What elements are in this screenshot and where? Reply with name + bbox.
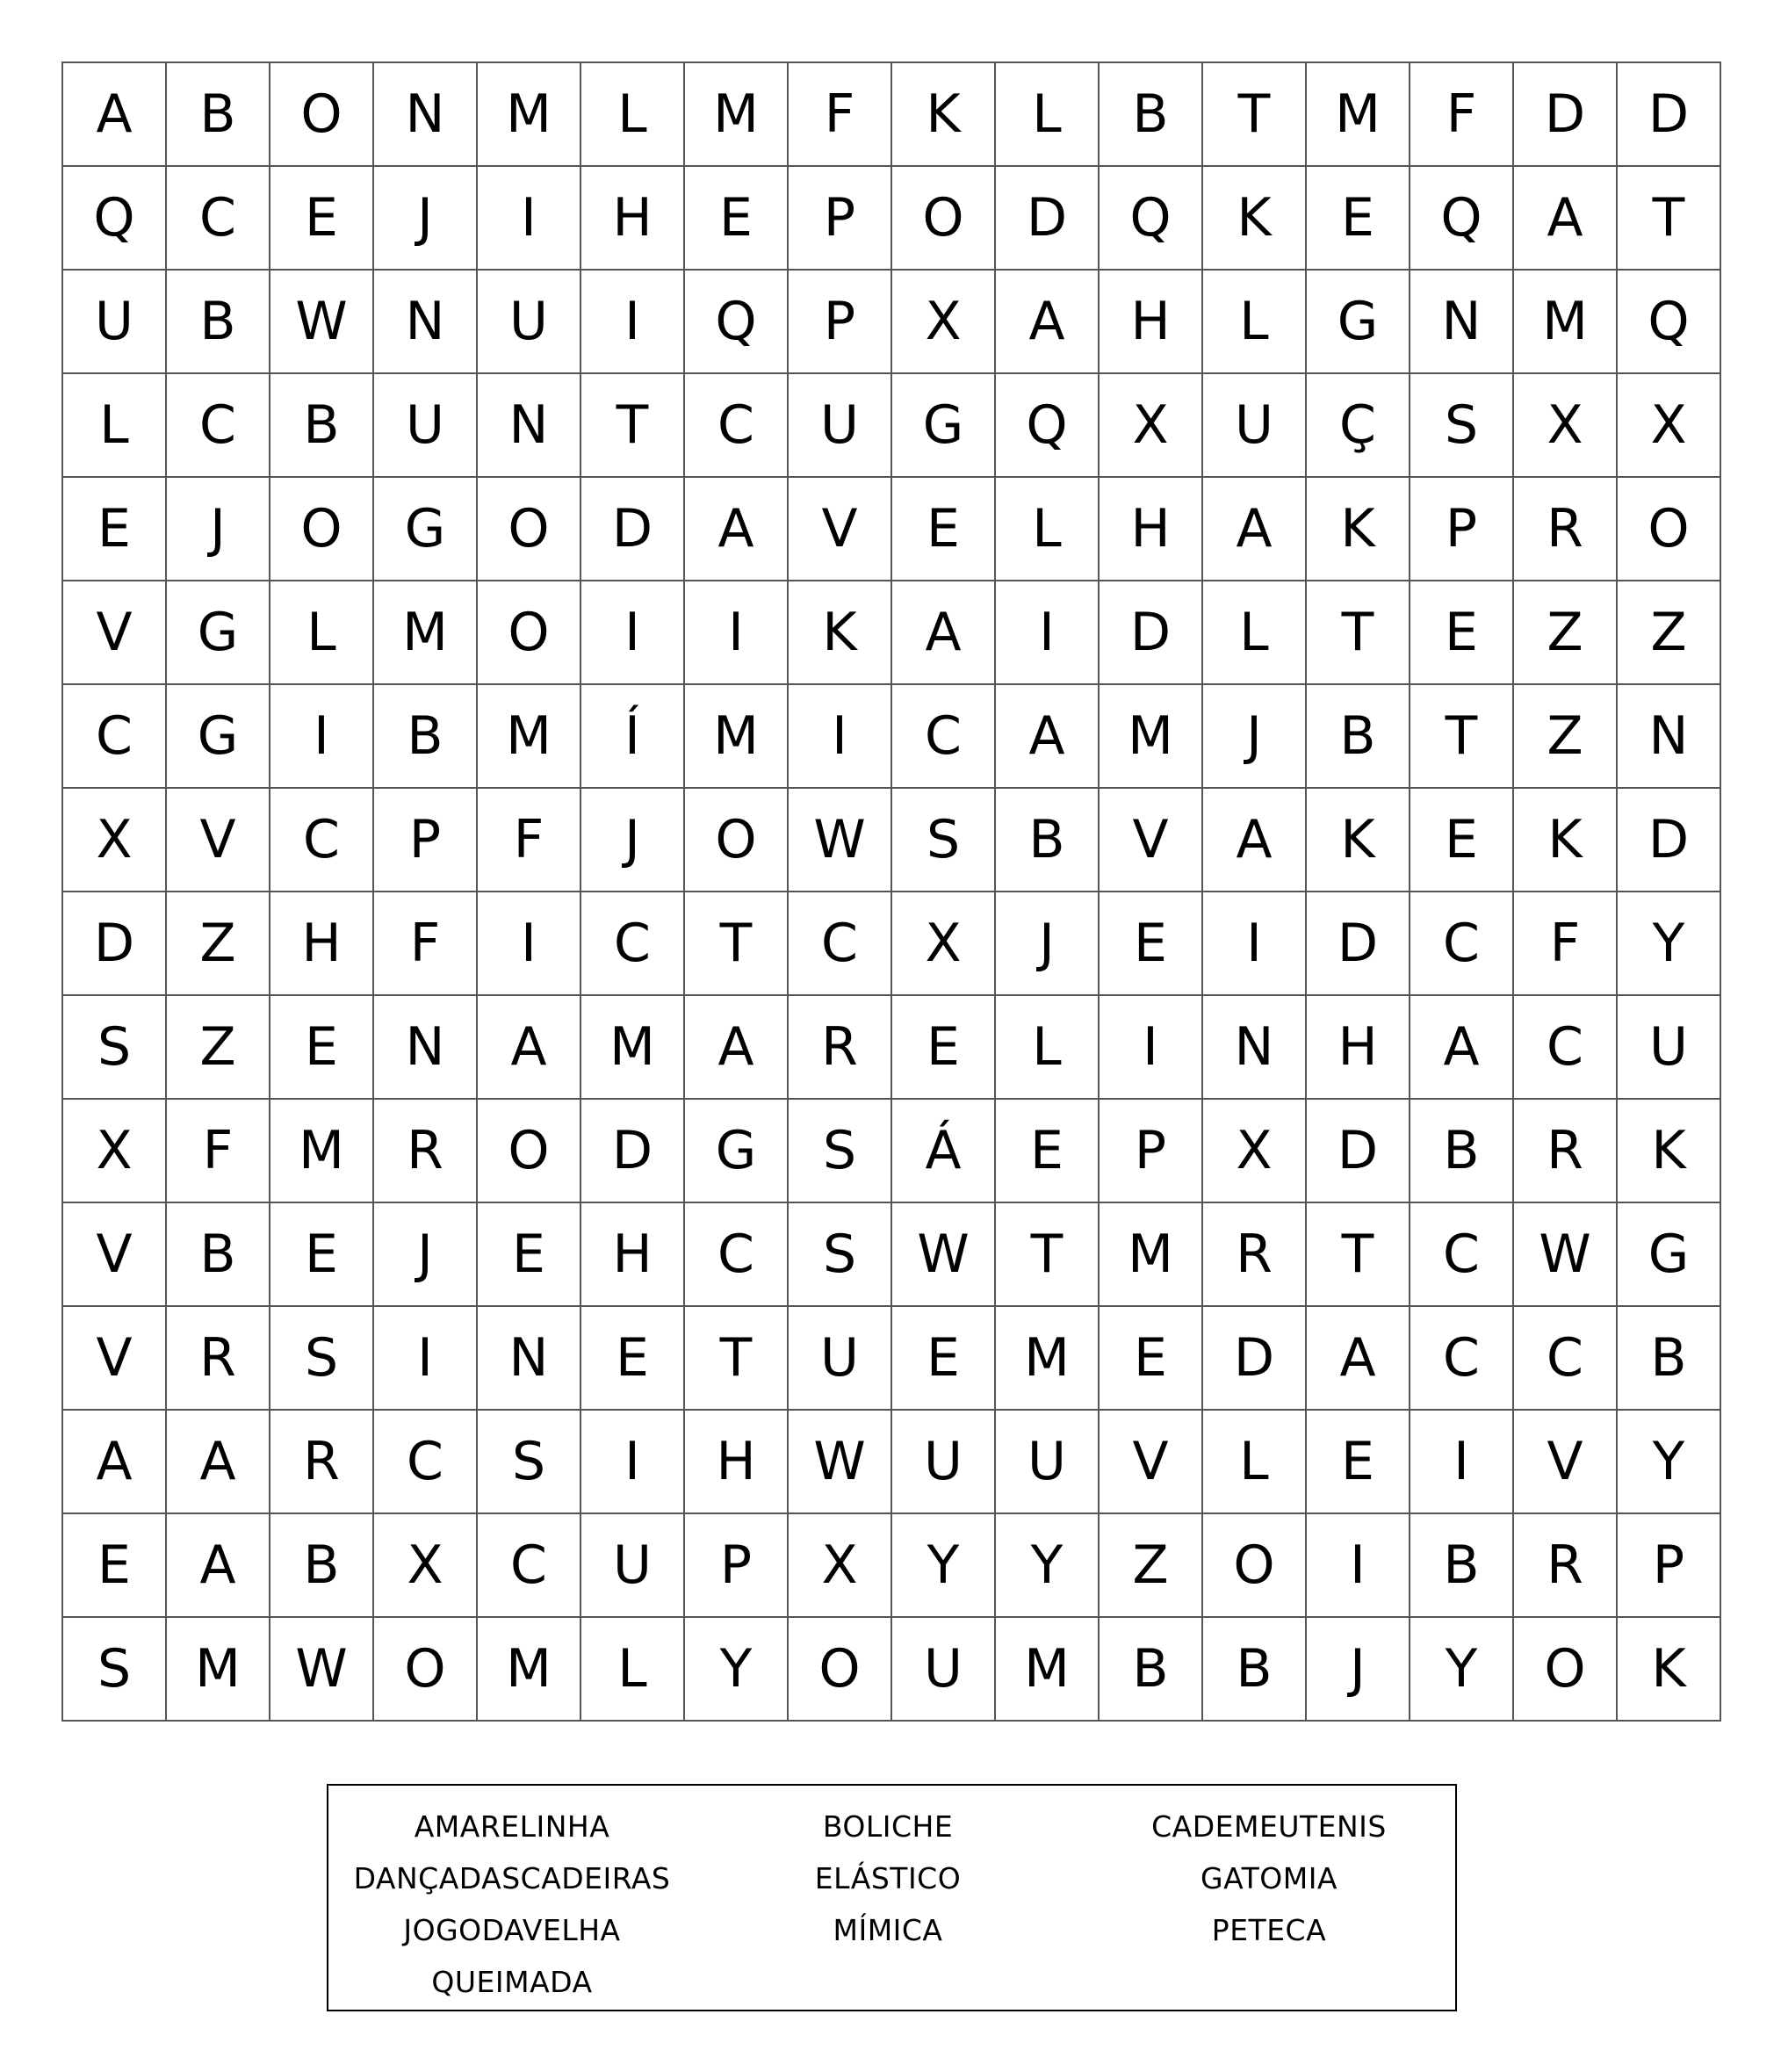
grid-cell[interactable]: T (1307, 581, 1410, 685)
grid-cell[interactable]: L (581, 63, 685, 167)
grid-cell[interactable]: S (63, 996, 167, 1100)
grid-cell[interactable]: Y (1618, 892, 1721, 996)
grid-cell[interactable]: O (270, 63, 374, 167)
grid-cell[interactable]: T (1410, 685, 1514, 789)
grid-cell[interactable]: U (996, 1411, 1100, 1514)
grid-cell[interactable]: I (374, 1307, 478, 1411)
grid-cell[interactable]: E (1307, 167, 1410, 271)
grid-cell[interactable]: L (1203, 271, 1307, 374)
grid-cell[interactable]: I (1203, 892, 1307, 996)
grid-cell[interactable]: M (685, 63, 789, 167)
grid-cell[interactable]: Z (167, 996, 270, 1100)
grid-cell[interactable]: Á (892, 1100, 996, 1203)
grid-cell[interactable]: Q (1410, 167, 1514, 271)
grid-cell[interactable]: D (1307, 1100, 1410, 1203)
grid-cell[interactable]: C (1410, 1203, 1514, 1307)
grid-cell[interactable]: O (892, 167, 996, 271)
grid-cell[interactable]: A (478, 996, 581, 1100)
grid-cell[interactable]: Z (1100, 1514, 1203, 1618)
grid-cell[interactable]: L (996, 478, 1100, 581)
grid-cell[interactable]: B (374, 685, 478, 789)
grid-cell[interactable]: O (478, 478, 581, 581)
grid-cell[interactable]: E (996, 1100, 1100, 1203)
grid-cell[interactable]: U (789, 374, 892, 478)
grid-cell[interactable]: T (996, 1203, 1100, 1307)
grid-cell[interactable]: V (789, 478, 892, 581)
grid-cell[interactable]: S (789, 1203, 892, 1307)
grid-cell[interactable]: P (685, 1514, 789, 1618)
grid-cell[interactable]: X (789, 1514, 892, 1618)
grid-cell[interactable]: I (581, 581, 685, 685)
grid-cell[interactable]: E (1100, 892, 1203, 996)
grid-cell[interactable]: H (581, 167, 685, 271)
grid-cell[interactable]: E (270, 996, 374, 1100)
grid-cell[interactable]: A (685, 996, 789, 1100)
grid-cell[interactable]: C (685, 374, 789, 478)
word-list-item: CADEMEUTENIS (1151, 1809, 1387, 1844)
grid-cell[interactable]: W (789, 1411, 892, 1514)
grid-cell[interactable]: C (478, 1514, 581, 1618)
grid-cell[interactable]: I (685, 581, 789, 685)
grid-cell[interactable]: E (892, 996, 996, 1100)
grid-cell[interactable]: U (478, 271, 581, 374)
grid-cell[interactable]: E (581, 1307, 685, 1411)
grid-cell[interactable]: H (1100, 271, 1203, 374)
grid-cell[interactable]: Ç (1307, 374, 1410, 478)
grid-cell[interactable]: E (892, 1307, 996, 1411)
grid-cell[interactable]: J (581, 789, 685, 892)
grid-cell[interactable]: Z (167, 892, 270, 996)
grid-cell[interactable]: E (270, 167, 374, 271)
grid-cell[interactable]: I (581, 271, 685, 374)
grid-cell[interactable]: A (996, 271, 1100, 374)
grid-cell[interactable]: I (1100, 996, 1203, 1100)
grid-cell[interactable]: X (1203, 1100, 1307, 1203)
grid-cell[interactable]: V (1514, 1411, 1618, 1514)
grid-cell[interactable]: C (1410, 1307, 1514, 1411)
grid-cell[interactable]: C (1410, 892, 1514, 996)
grid-cell[interactable]: S (63, 1618, 167, 1722)
grid-cell[interactable]: A (1203, 478, 1307, 581)
grid-cell[interactable]: L (581, 1618, 685, 1722)
grid-cell[interactable]: O (270, 478, 374, 581)
grid-cell[interactable]: G (685, 1100, 789, 1203)
grid-cell[interactable]: M (270, 1100, 374, 1203)
grid-cell[interactable]: O (1203, 1514, 1307, 1618)
grid-cell[interactable]: V (63, 581, 167, 685)
grid-cell[interactable]: Q (63, 167, 167, 271)
grid-cell[interactable]: X (1618, 374, 1721, 478)
grid-cell[interactable]: J (374, 167, 478, 271)
grid-cell[interactable]: G (892, 374, 996, 478)
grid-cell[interactable]: D (996, 167, 1100, 271)
grid-cell[interactable]: A (63, 1411, 167, 1514)
word-list-column (1080, 1801, 1458, 1956)
grid-cell[interactable]: P (1618, 1514, 1721, 1618)
grid-cell[interactable]: A (1514, 167, 1618, 271)
grid-cell[interactable]: I (1410, 1411, 1514, 1514)
grid-cell[interactable]: J (996, 892, 1100, 996)
grid-cell[interactable]: S (892, 789, 996, 892)
grid-cell[interactable]: X (1514, 374, 1618, 478)
grid-cell[interactable]: J (374, 1203, 478, 1307)
grid-cell[interactable]: Í (581, 685, 685, 789)
grid-cell[interactable]: Y (996, 1514, 1100, 1618)
grid-cell[interactable]: Q (1100, 167, 1203, 271)
grid-cell[interactable]: S (478, 1411, 581, 1514)
grid-cell[interactable]: D (1618, 789, 1721, 892)
grid-cell[interactable]: Y (685, 1618, 789, 1722)
grid-cell[interactable]: F (167, 1100, 270, 1203)
grid-cell[interactable]: K (1618, 1618, 1721, 1722)
grid-cell[interactable]: F (374, 892, 478, 996)
grid-cell[interactable]: Y (1618, 1411, 1721, 1514)
grid-cell[interactable]: E (892, 478, 996, 581)
grid-cell[interactable]: W (270, 271, 374, 374)
grid-cell[interactable]: Y (1410, 1618, 1514, 1722)
grid-cell[interactable]: M (478, 1618, 581, 1722)
grid-cell[interactable]: Z (1514, 581, 1618, 685)
grid-cell[interactable]: Q (685, 271, 789, 374)
grid-cell[interactable]: E (478, 1203, 581, 1307)
grid-cell[interactable]: K (892, 63, 996, 167)
grid-cell[interactable]: O (789, 1618, 892, 1722)
grid-cell[interactable]: U (892, 1411, 996, 1514)
grid-cell[interactable]: I (478, 167, 581, 271)
grid-cell[interactable]: D (1618, 63, 1721, 167)
grid-cell[interactable]: O (1514, 1618, 1618, 1722)
grid-cell[interactable]: D (1203, 1307, 1307, 1411)
grid-cell[interactable]: D (1100, 581, 1203, 685)
grid-cell[interactable]: C (685, 1203, 789, 1307)
grid-cell[interactable]: K (1514, 789, 1618, 892)
grid-cell[interactable]: M (996, 1307, 1100, 1411)
grid-cell[interactable]: V (1100, 789, 1203, 892)
grid-cell[interactable]: V (63, 1203, 167, 1307)
grid-cell[interactable]: C (63, 685, 167, 789)
grid-cell[interactable]: W (1514, 1203, 1618, 1307)
grid-cell[interactable]: G (374, 478, 478, 581)
grid-cell[interactable]: E (63, 478, 167, 581)
grid-cell[interactable]: P (374, 789, 478, 892)
grid-cell[interactable]: M (167, 1618, 270, 1722)
grid-cell[interactable]: C (167, 374, 270, 478)
grid-cell[interactable]: A (63, 63, 167, 167)
grid-cell[interactable]: J (1203, 685, 1307, 789)
grid-cell[interactable]: A (167, 1514, 270, 1618)
grid-cell[interactable]: H (1307, 996, 1410, 1100)
grid-cell[interactable]: W (270, 1618, 374, 1722)
grid-cell[interactable]: P (789, 167, 892, 271)
grid-cell[interactable]: B (1203, 1618, 1307, 1722)
grid-cell[interactable]: E (1410, 581, 1514, 685)
grid-cell[interactable]: F (789, 63, 892, 167)
grid-cell[interactable]: R (167, 1307, 270, 1411)
grid-cell[interactable]: B (270, 1514, 374, 1618)
grid-cell[interactable]: R (270, 1411, 374, 1514)
grid-cell[interactable]: Y (892, 1514, 996, 1618)
grid-cell[interactable]: G (1307, 271, 1410, 374)
word-list-item: QUEIMADA (431, 1965, 593, 1999)
grid-cell[interactable]: F (1410, 63, 1514, 167)
grid-cell[interactable]: M (1307, 63, 1410, 167)
grid-cell[interactable]: M (1100, 1203, 1203, 1307)
grid-cell[interactable]: R (1514, 1514, 1618, 1618)
grid-cell[interactable]: M (1514, 271, 1618, 374)
grid-cell[interactable]: C (167, 167, 270, 271)
grid-cell[interactable]: S (270, 1307, 374, 1411)
grid-cell[interactable]: J (167, 478, 270, 581)
grid-cell[interactable]: I (270, 685, 374, 789)
grid-cell[interactable]: O (478, 581, 581, 685)
grid-cell[interactable]: C (270, 789, 374, 892)
grid-cell[interactable]: N (478, 1307, 581, 1411)
word-list-item: GATOMIA (1201, 1861, 1338, 1895)
grid-cell[interactable]: U (1618, 996, 1721, 1100)
grid-cell[interactable]: D (1514, 63, 1618, 167)
word-list-item: JOGODAVELHA (403, 1913, 621, 1947)
grid-cell[interactable]: K (789, 581, 892, 685)
grid-cell[interactable]: W (789, 789, 892, 892)
grid-cell[interactable]: M (581, 996, 685, 1100)
grid-cell[interactable]: V (167, 789, 270, 892)
grid-cell[interactable]: E (63, 1514, 167, 1618)
grid-cell[interactable]: G (1618, 1203, 1721, 1307)
grid-cell[interactable]: F (1514, 892, 1618, 996)
grid-cell[interactable]: P (789, 271, 892, 374)
grid-cell[interactable]: A (167, 1411, 270, 1514)
grid-cell[interactable]: N (1203, 996, 1307, 1100)
grid-cell[interactable]: R (1514, 1100, 1618, 1203)
grid-cell[interactable]: X (63, 1100, 167, 1203)
grid-cell[interactable]: C (892, 685, 996, 789)
grid-cell[interactable]: W (892, 1203, 996, 1307)
grid-cell[interactable]: B (167, 63, 270, 167)
grid-cell[interactable]: I (581, 1411, 685, 1514)
grid-cell[interactable]: K (1307, 478, 1410, 581)
grid-cell[interactable]: L (63, 374, 167, 478)
grid-cell[interactable]: Z (1514, 685, 1618, 789)
grid-cell[interactable]: D (581, 1100, 685, 1203)
word-list-item: DANÇADASCADEIRAS (353, 1861, 671, 1895)
grid-cell[interactable]: Z (1618, 581, 1721, 685)
grid-cell[interactable]: T (685, 1307, 789, 1411)
grid-cell[interactable]: U (1203, 374, 1307, 478)
grid-cell[interactable]: X (374, 1514, 478, 1618)
grid-cell[interactable]: B (1307, 685, 1410, 789)
grid-cell[interactable]: J (1307, 1618, 1410, 1722)
grid-cell[interactable]: S (789, 1100, 892, 1203)
grid-cell[interactable]: O (374, 1618, 478, 1722)
grid-cell[interactable]: E (1100, 1307, 1203, 1411)
grid-cell[interactable]: C (374, 1411, 478, 1514)
grid-cell[interactable]: B (167, 1203, 270, 1307)
grid-cell[interactable]: U (63, 271, 167, 374)
grid-cell[interactable]: M (685, 685, 789, 789)
grid-cell[interactable]: E (1410, 789, 1514, 892)
grid-cell[interactable]: D (63, 892, 167, 996)
word-list (327, 1784, 1457, 2011)
grid-cell[interactable]: O (685, 789, 789, 892)
grid-cell[interactable]: H (270, 892, 374, 996)
grid-cell[interactable]: D (581, 478, 685, 581)
grid-cell[interactable]: P (1100, 1100, 1203, 1203)
word-list-column (696, 1801, 1080, 1956)
grid-cell[interactable]: A (1203, 789, 1307, 892)
grid-cell[interactable]: O (1618, 478, 1721, 581)
grid-cell[interactable]: B (1618, 1307, 1721, 1411)
grid-cell[interactable]: N (1618, 685, 1721, 789)
grid-cell[interactable]: B (1100, 63, 1203, 167)
grid-cell[interactable]: N (374, 996, 478, 1100)
grid-cell[interactable]: C (1514, 1307, 1618, 1411)
grid-cell[interactable]: L (270, 581, 374, 685)
grid-cell[interactable]: R (1203, 1203, 1307, 1307)
grid-cell[interactable]: I (1307, 1514, 1410, 1618)
grid-cell[interactable]: F (478, 789, 581, 892)
grid-cell[interactable]: P (1410, 478, 1514, 581)
grid-cell[interactable]: G (167, 685, 270, 789)
grid-cell[interactable]: L (1203, 1411, 1307, 1514)
grid-cell[interactable]: A (996, 685, 1100, 789)
word-list-item: ELÁSTICO (814, 1861, 962, 1895)
grid-cell[interactable]: I (478, 892, 581, 996)
grid-cell[interactable]: C (1514, 996, 1618, 1100)
grid-cell[interactable]: U (789, 1307, 892, 1411)
grid-cell[interactable]: M (374, 581, 478, 685)
grid-cell[interactable]: I (996, 581, 1100, 685)
grid-cell[interactable]: A (892, 581, 996, 685)
grid-cell[interactable]: A (685, 478, 789, 581)
grid-cell[interactable]: Q (996, 374, 1100, 478)
grid-cell[interactable]: M (478, 63, 581, 167)
grid-cell[interactable]: L (996, 63, 1100, 167)
grid-cell[interactable]: T (1307, 1203, 1410, 1307)
word-list-item: PETECA (1211, 1913, 1327, 1947)
grid-cell[interactable]: C (789, 892, 892, 996)
word-list-item: AMARELINHA (414, 1809, 610, 1844)
grid-cell[interactable]: D (1307, 892, 1410, 996)
word-list-column (328, 1801, 696, 2008)
grid-cell[interactable]: L (996, 996, 1100, 1100)
grid-cell[interactable]: V (63, 1307, 167, 1411)
grid-cell[interactable]: N (478, 374, 581, 478)
grid-cell[interactable]: C (581, 892, 685, 996)
grid-cell[interactable]: H (581, 1203, 685, 1307)
grid-cell[interactable]: B (167, 271, 270, 374)
grid-cell[interactable]: M (996, 1618, 1100, 1722)
grid-cell[interactable]: A (1410, 996, 1514, 1100)
grid-cell[interactable]: X (1100, 374, 1203, 478)
grid-cell[interactable]: L (1203, 581, 1307, 685)
grid-cell[interactable]: G (167, 581, 270, 685)
grid-cell[interactable]: R (374, 1100, 478, 1203)
grid-cell[interactable]: S (1410, 374, 1514, 478)
grid-cell[interactable]: T (685, 892, 789, 996)
grid-cell[interactable]: H (1100, 478, 1203, 581)
grid-cell[interactable]: U (374, 374, 478, 478)
grid-cell[interactable]: B (1410, 1100, 1514, 1203)
grid-cell[interactable]: I (789, 685, 892, 789)
grid-cell[interactable]: R (789, 996, 892, 1100)
word-list-item: MÍMICA (833, 1913, 943, 1947)
grid-cell[interactable]: X (892, 892, 996, 996)
grid-cell[interactable]: X (63, 789, 167, 892)
grid-cell[interactable]: B (1410, 1514, 1514, 1618)
grid-cell[interactable]: V (1100, 1411, 1203, 1514)
letter-grid (61, 61, 1721, 1722)
grid-cell[interactable]: M (478, 685, 581, 789)
grid-cell[interactable]: K (1618, 1100, 1721, 1203)
word-list-item: BOLICHE (822, 1809, 954, 1844)
grid-cell[interactable]: T (1203, 63, 1307, 167)
grid-cell[interactable]: O (478, 1100, 581, 1203)
grid-cell[interactable]: K (1307, 789, 1410, 892)
grid-cell[interactable]: U (581, 1514, 685, 1618)
grid-cell[interactable]: B (996, 789, 1100, 892)
grid-cell[interactable]: E (270, 1203, 374, 1307)
grid-cell[interactable]: M (1100, 685, 1203, 789)
grid-cell[interactable]: E (1307, 1411, 1410, 1514)
grid-cell[interactable]: N (1410, 271, 1514, 374)
grid-cell[interactable]: B (1100, 1618, 1203, 1722)
grid-cell[interactable]: B (270, 374, 374, 478)
grid-cell[interactable]: T (1618, 167, 1721, 271)
grid-cell[interactable]: K (1203, 167, 1307, 271)
grid-cell[interactable]: N (374, 63, 478, 167)
grid-cell[interactable]: A (1307, 1307, 1410, 1411)
grid-cell[interactable]: N (374, 271, 478, 374)
grid-cell[interactable]: H (685, 1411, 789, 1514)
grid-cell[interactable]: E (685, 167, 789, 271)
grid-cell[interactable]: X (892, 271, 996, 374)
grid-cell[interactable]: T (581, 374, 685, 478)
grid-cell[interactable]: R (1514, 478, 1618, 581)
grid-cell[interactable]: Q (1618, 271, 1721, 374)
grid-cell[interactable]: U (892, 1618, 996, 1722)
